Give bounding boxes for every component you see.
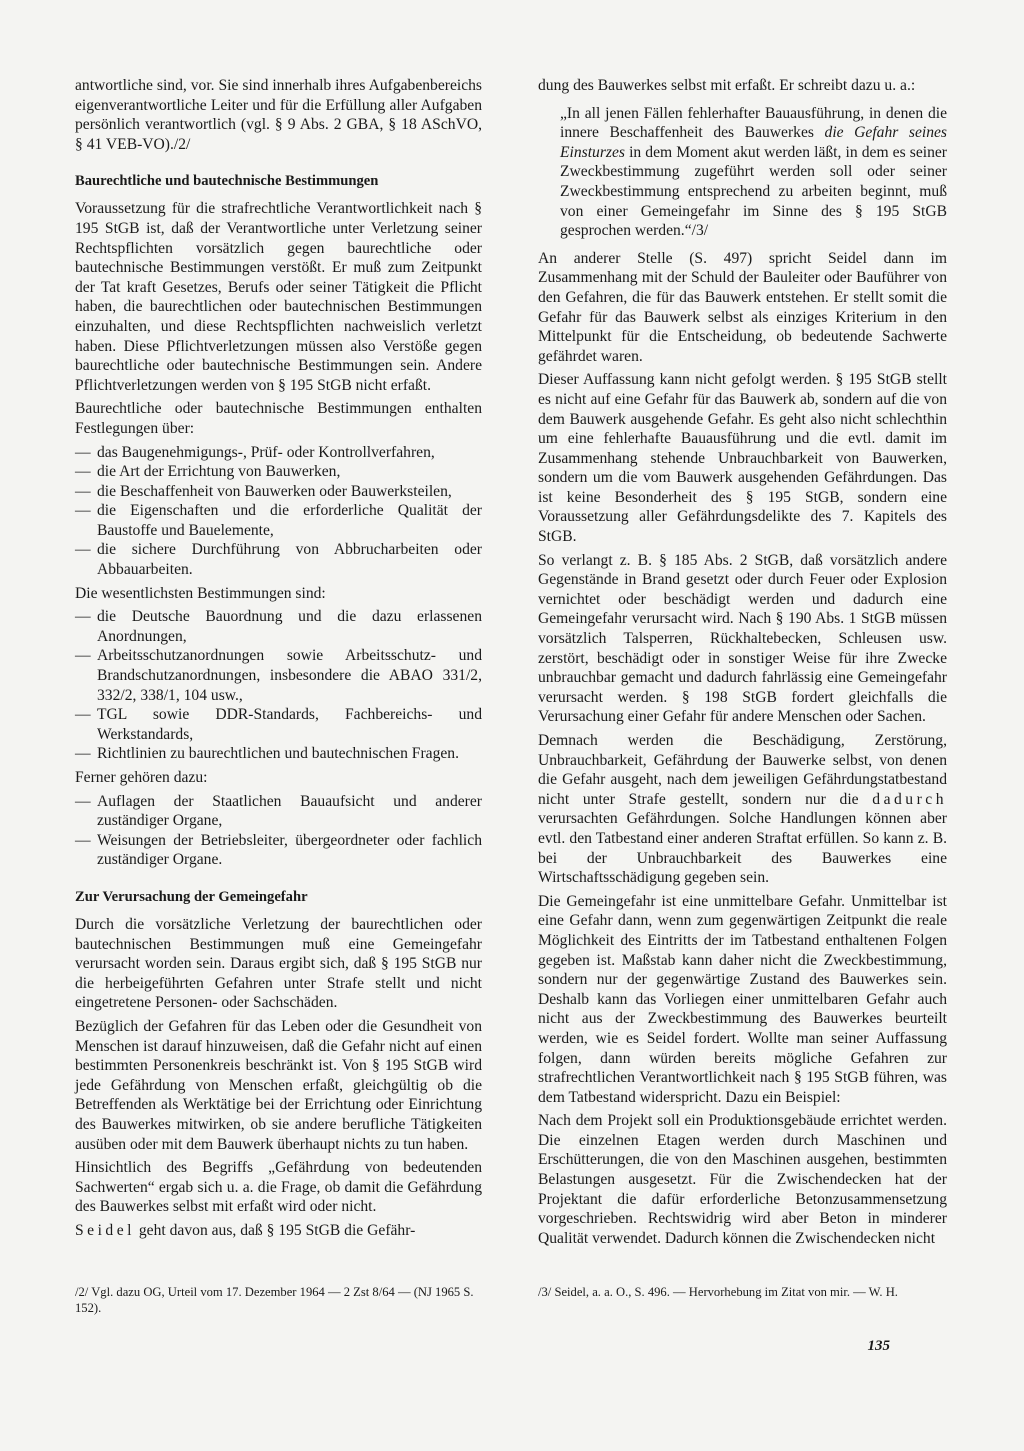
paragraph: Bezüglich der Gefahren für das Leben oder die Gesundheit von Menschen ist darauf hinzuweisen, daß die Gefahr nicht auf einen bestimmten Personenkreis beschränkt ist. Von § 195 StGB wird jede Gefährdung von Menschen erfaßt, gleichgültig ob die Betreffenden als Werktätige bei der Errichtung oder Einrichtung des Bauwerkes mitwirken, ob sie andere berufliche Tätigkeiten ausüben oder mit dem Bauwerk überhaupt nichts zu tun haben.: [75, 1017, 482, 1153]
list-item: — Arbeitsschutzanordnungen sowie Arbeitsschutz- und Brandschutzanordnungen, insbesondere die ABAO 331/2, 332/2, 338/1, 104 usw.,: [75, 646, 482, 705]
bullet-list: [75, 443, 482, 580]
paragraph-text: Demnach werden die Beschädigung, Zerstörung, Unbrauchbarkeit, Gefährdung der Bauwerke selbst, von denen die Gefahr ausgeht, nach dem jeweiligen Gefährdungstatbestand nicht unter Strafe gestellt, sondern nur die: [538, 732, 947, 808]
paragraph: Durch die vorsätzliche Verletzung der baurechtlichen oder bautechnischen Bestimmungen muß eine Gemeingefahr verursacht worden sein. Daraus ergibt sich, daß § 195 StGB nur die herbeigeführten Gefahren unter Strafe stellt und nicht eingetretene Personen- oder Sachschäden.: [75, 915, 482, 1012]
left-column: [75, 76, 482, 1244]
author-name: Seidel: [75, 1221, 135, 1239]
paragraph: Baurechtliche oder bautechnische Bestimmungen enthalten Festlegungen über:: [75, 400, 482, 437]
list-item: — die Deutsche Bauordnung und die dazu erlassenen Anordnungen,: [75, 607, 482, 646]
page-number: 135: [867, 1338, 890, 1354]
paragraph-text: geht davon aus, daß § 195 StGB die Gefähr-: [134, 1221, 416, 1239]
list-item: — die Beschaffenheit von Bauwerken oder Bauwerksteilen,: [75, 482, 482, 502]
paragraph: So verlangt z. B. § 185 Abs. 2 StGB, daß vorsätzlich andere Gegenstände in Brand gesetzt oder durch Feuer oder Explosion vernichtet oder beschädigt werden und dadurch eine Gemeingefahr verursacht wird. Nach § 190 Abs. 1 StGB müssen vorsätzlich Talsperren, Rückhaltebecken, Schleusen usw. zerstört, beschädigt oder in sonstiger Weise für ihre Zwecke unbrauchbar gemacht und dadurch fahrlässig eine Gemeingefahr verursacht werden. § 198 StGB fordert gleichfalls die Verursachung einer Gefahr für andere Menschen oder Sachen.: [538, 551, 947, 726]
spaced-emphasis: dadurch: [872, 790, 947, 808]
section-heading: Baurechtliche und bautechnische Bestimmungen: [75, 173, 379, 190]
quote-emphasis: die Gefahr seines Einsturzes: [560, 124, 947, 161]
paragraph: Voraussetzung für die strafrechtliche Verantwortlichkeit nach § 195 StGB ist, daß der Verantwortliche unter Verletzung seiner Rechtspflichten vorsätzlich gegen baurechtliche oder bautechnische Bestimmungen verstößt. Er muß zum Zeitpunkt der Tat kraft Gesetzes, Berufs oder seiner Tätigkeit die Pflicht haben, die baurechtlichen oder bautechnischen Bestimmungen einzuhalten, und diese Rechtspflichten nachweislich verletzt haben. Diese Pflichtverletzungen müssen also Verstöße gegen baurechtliche oder bautechnische Bestimmungen sein. Andere Pflichtverletzungen werden von § 195 StGB nicht erfaßt.: [75, 200, 482, 394]
block-quote: [560, 104, 947, 241]
paragraph: [538, 731, 947, 888]
bullet-list: [75, 792, 482, 870]
quote-text: in dem Moment akut werden läßt, in dem es seiner Zweckbestimmung zugeführt werden soll oder seiner Zweckbestimmung entsprechend zu arbeiten beginnt, muß von einer Gemeingefahr im Sinne des § 195 StGB gesprochen werden.“/3/: [560, 143, 947, 240]
paragraph: [75, 1221, 482, 1241]
list-item: — TGL sowie DDR-Standards, Fachbereichs- und Werkstandards,: [75, 705, 482, 744]
right-column: [538, 76, 947, 1252]
list-item: — Auflagen der Staatlichen Bauaufsicht und anderer zuständiger Organe,: [75, 792, 482, 831]
list-item: — die Eigenschaften und die erforderliche Qualität der Baustoffe und Bauelemente,: [75, 501, 482, 540]
paragraph-text: verursachten Gefährdungen. Solche Handlungen können aber evtl. den Tatbestand einer anderen Straftat erfüllen. So kann z. B. bei der Unbrauchbarkeit des Bauwerkes eine Wirtschaftsschädigung gegeben sein.: [538, 810, 947, 887]
section-heading: Zur Verursachung der Gemeingefahr: [75, 888, 308, 905]
list-item: — Weisungen der Betriebsleiter, übergeordneter oder fachlich zuständiger Organe.: [75, 831, 482, 870]
quote-text: „In all jenen Fällen fehlerhafter Bauausführung, in denen die innere Beschaffenheit des Bauwerkes: [560, 104, 947, 142]
paragraph: An anderer Stelle (S. 497) spricht Seidel dann im Zusammenhang mit der Schuld der Bauleiter oder Bauführer von den Gefahren, die für das Bauwerk entstehen. Er stellt somit die Gefahr für das Bauwerk selbst als einziges Kriterium in den Mittelpunkt für die Entscheidung, ob bedeutende Sachwerte gefährdet waren.: [538, 249, 947, 365]
paragraph: dung des Bauwerkes selbst mit erfaßt. Er schreibt dazu u. a.:: [538, 77, 916, 94]
paragraph: Nach dem Projekt soll ein Produktionsgebäude errichtet werden. Die einzelnen Etagen werden durch Maschinen und Erschütterungen, die von den Maschinen ausgehen, bestimmten Belastungen ausgesetzt. Für die Zwischendecken hat der Projektant die dafür erforderliche Betonzusammensetzung vorgeschrieben. Rechtswidrig wird aber Beton in minderer Qualität verwendet. Dadurch können die Zwischendecken nicht: [538, 1112, 947, 1247]
bullet-list: [75, 607, 482, 764]
list-item: — das Baugenehmigungs-, Prüf- oder Kontrollverfahren,: [75, 443, 482, 463]
paragraph: antwortliche sind, vor. Sie sind innerhalb ihres Aufgabenbereichs eigenverantwortliche Leiter und für die Erfüllung aller Aufgaben persönlich verantwortlich (vgl. § 9 Abs. 2 GBA, § 18 ASchVO, § 41 VEB-VO)./2/: [75, 77, 482, 153]
paragraph: Die wesentlichsten Bestimmungen sind:: [75, 584, 326, 602]
list-item: — die Art der Errichtung von Bauwerken,: [75, 462, 482, 482]
paragraph: Die Gemeingefahr ist eine unmittelbare Gefahr. Unmittelbar ist eine Gefahr dann, wenn zum gegenwärtigen Zeitpunkt die reale Möglichkeit des Eintritts der im Tatbestand enthaltenen Folgen gegeben ist. Maßstab kann daher nicht die Zweckbestimmung, sondern nur der gegenwärtige Zustand des Bauwerkes sein. Deshalb kann das Vorliegen einer unmittelbaren Gefahr auch nicht aus der Zweckbestimmung des Bauwerkes beurteilt werden, wie es Seidel fordert. Wollte man seiner Auffassung folgen, dann würden bereits mögliche Gefahren zur strafrechtlichen Verantwortlichkeit nach § 195 StGB führen, was dem Tatbestand widerspricht. Dazu ein Beispiel:: [538, 892, 947, 1106]
list-item: — Richtlinien zu baurechtlichen und bautechnischen Fragen.: [75, 744, 482, 764]
footnote-3: /3/ Seidel, a. a. O., S. 496. — Hervorhebung im Zitat von mir. — W. H.: [538, 1285, 898, 1299]
paragraph: Ferner gehören dazu:: [75, 769, 208, 786]
footnote-2: /2/ Vgl. dazu OG, Urteil vom 17. Dezember 1964 — 2 Zst 8/64 — (NJ 1965 S. 152).: [75, 1285, 474, 1315]
paragraph: Hinsichtlich des Begriffs „Gefährdung von bedeutenden Sachwerten“ ergab sich u. a. die Frage, ob damit die Gefährdung des Bauwerkes selbst mit erfaßt wird oder nicht.: [75, 1159, 482, 1216]
paragraph: Dieser Auffassung kann nicht gefolgt werden. § 195 StGB stellt es nicht auf eine Gefahr für das Bauwerk ab, sondern auf die von dem Bauwerk ausgehende Gefahr. Es geht also nicht schlechthin um eine fehlerhafte Bauausführung und die evtl. damit im Zusammenhang stehende Unbrauchbarkeit von Bauwerken, sondern um die vom Bauwerk ausgehenden Gefährdungen. Das ist keine Besonderheit des § 195 StGB, sondern eine Voraussetzung aller Gefährdungsdelikte des 7. Kapitels des StGB.: [538, 371, 947, 546]
list-item: — die sichere Durchführung von Abbrucharbeiten oder Abbauarbeiten.: [75, 540, 482, 579]
